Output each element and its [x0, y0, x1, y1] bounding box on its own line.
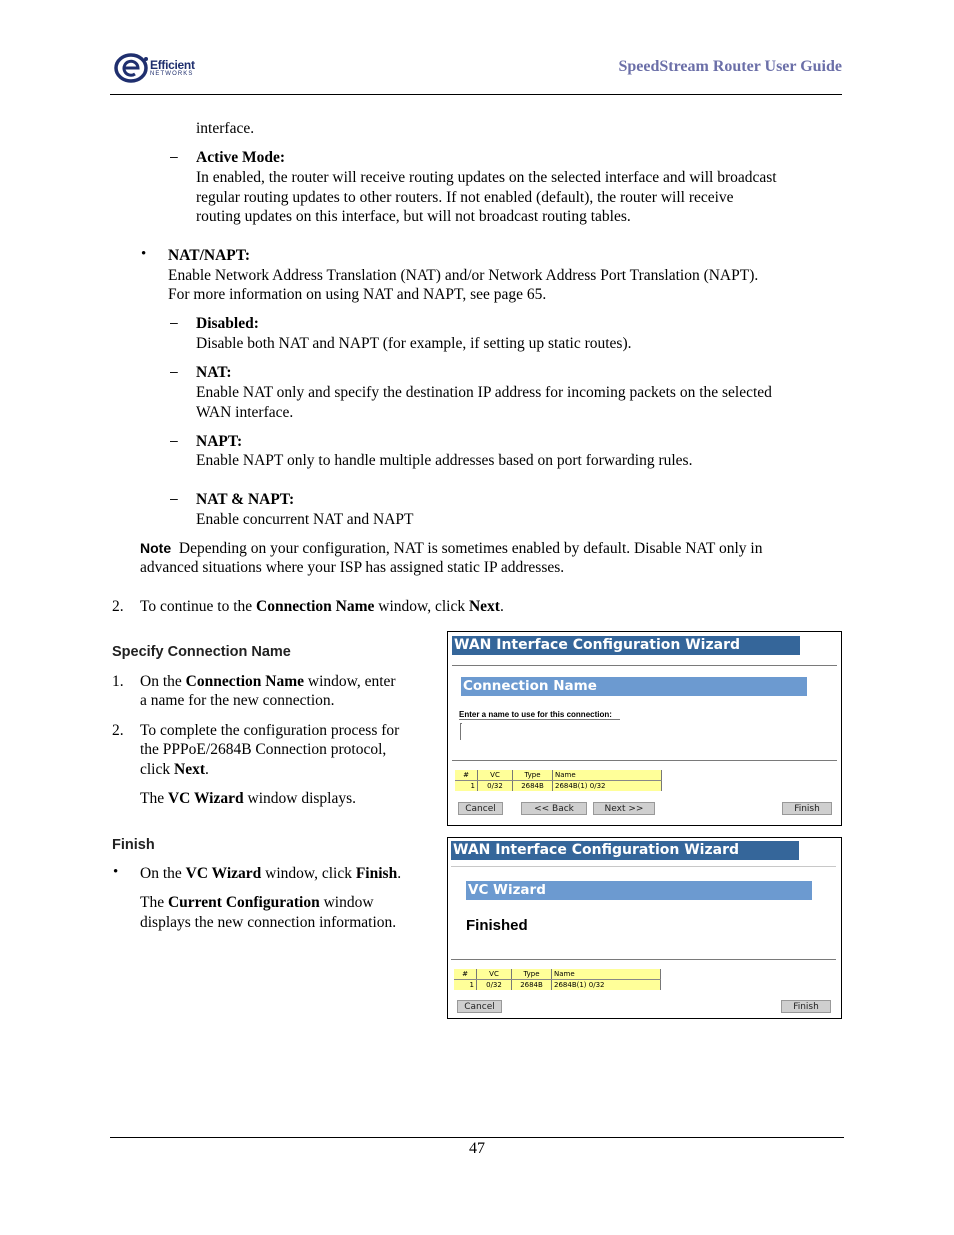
disabled-text: Disable both NAT and NAPT (for example, if setting up static routes).: [196, 335, 632, 352]
step-number: 2.: [112, 722, 124, 739]
napt-text: Enable NAPT only to handle multiple addresses based on port forwarding rules.: [196, 452, 693, 469]
napt-label: NAPT:: [196, 433, 243, 450]
vc-displays-bold: VC Wizard: [167, 790, 244, 807]
dash-marker: –: [170, 432, 178, 448]
vc-displays-text: [140, 789, 356, 809]
dash-marker: –: [170, 490, 178, 506]
step-number: 1.: [112, 673, 124, 690]
connection-name-input[interactable]: [460, 723, 462, 740]
connection-name-prompt: Enter a name to use for this connection:: [459, 710, 620, 720]
current-config-bold: Current Configuration: [167, 894, 320, 911]
finished-label: Finished: [466, 917, 528, 934]
footer-rule: [110, 1137, 844, 1138]
step2-text: [140, 597, 504, 617]
finish-bullet-mid: window, click: [261, 865, 356, 882]
active-mode-line1: In enabled, the router will receive routing updates on the selected interface and will broadcast: [196, 169, 777, 186]
finish-bullet-bold-finish: Finish: [355, 865, 398, 882]
specify-step2-line3-bold: Next: [174, 761, 205, 778]
table-header: #: [454, 969, 477, 980]
table-header: Name: [553, 770, 662, 781]
logo-subtitle: NETWORKS: [150, 71, 194, 77]
table-header: VC: [478, 770, 513, 781]
table-cell: 1: [454, 980, 477, 991]
bullet-marker: •: [141, 246, 147, 262]
step2-pre: To continue to the: [140, 598, 257, 615]
nat-label: NAT:: [196, 364, 232, 381]
dash-marker: –: [170, 363, 178, 379]
page-number: 47: [469, 1140, 485, 1157]
current-config-line2: displays the new connection information.: [140, 914, 397, 931]
active-mode-line3: routing updates on this interface, but will not broadcast routing tables.: [196, 208, 631, 225]
active-mode-line2: regular routing updates to other routers. If not enabled (default), the router will receive: [196, 189, 734, 206]
back-button[interactable]: << Back: [521, 802, 587, 815]
divider: [451, 866, 836, 867]
dash-marker: –: [170, 148, 178, 164]
logo-wordmark: Efficient: [150, 58, 195, 72]
next-button[interactable]: Next >>: [593, 802, 655, 815]
specify-step1-pre: On the: [140, 673, 186, 690]
table-cell: 2684B(1) 0/32: [553, 781, 662, 792]
vc-wizard-screenshot: [447, 837, 842, 1019]
cancel-button[interactable]: Cancel: [458, 802, 503, 815]
bullet-marker: •: [113, 864, 119, 880]
table-cell: 2684B(1) 0/32: [552, 980, 661, 991]
finish-bullet-post: .: [397, 865, 402, 882]
step2-bold-connection-name: Connection Name: [256, 598, 375, 615]
vc-table: [454, 969, 661, 990]
connection-name-wizard-screenshot: [447, 631, 842, 826]
note-line1: Depending on your configuration, NAT is sometimes enabled by default. Disable NAT only in: [178, 540, 763, 557]
table-cell: 0/32: [478, 781, 513, 792]
vc-displays-pre: The: [140, 790, 168, 807]
nat-napt-line1: Enable Network Address Translation (NAT) and/or Network Address Port Translation (NAPT).: [168, 267, 759, 284]
dash-marker: –: [170, 314, 178, 330]
wizard-title-bar: WAN Interface Configuration Wizard: [452, 636, 800, 655]
nat-and-napt-label: NAT & NAPT:: [196, 491, 295, 508]
step2-mid: window, click: [374, 598, 469, 615]
note-label: Note: [140, 540, 172, 556]
current-config-pre: The: [140, 894, 168, 911]
cancel-button[interactable]: Cancel: [457, 1000, 502, 1013]
table-cell: 2684B: [512, 980, 552, 991]
nat-napt-label: NAT/NAPT:: [168, 247, 251, 264]
table-header: VC: [477, 969, 512, 980]
guide-title: SpeedStream Router User Guide: [618, 58, 842, 75]
specify-step2-line3-pre: click: [140, 761, 174, 778]
specify-step2-line3-post: .: [205, 761, 209, 778]
specify-step2-line3: [140, 760, 209, 780]
nat-line2: WAN interface.: [196, 404, 294, 421]
table-cell: 0/32: [477, 980, 512, 991]
specify-step2-line2: the PPPoE/2684B Connection protocol,: [140, 741, 387, 758]
note-line2: advanced situations where your ISP has assigned static IP addresses.: [140, 559, 565, 576]
header-rule: [110, 94, 842, 95]
divider: [452, 760, 837, 761]
specify-step1-post: window, enter: [304, 673, 396, 690]
connection-name-subtitle: Connection Name: [461, 677, 807, 696]
finish-bullet-bold-vc: VC Wizard: [185, 865, 262, 882]
table-header: Name: [552, 969, 661, 980]
efficient-logo-icon: [113, 52, 153, 84]
current-config-line1: [140, 893, 374, 913]
vc-displays-post: window displays.: [243, 790, 356, 807]
finish-heading: Finish: [112, 837, 155, 853]
vc-wizard-subtitle: VC Wizard: [466, 881, 812, 900]
specify-step2-line1: To complete the configuration process for: [140, 722, 400, 739]
interface-tail: interface.: [196, 120, 255, 137]
finish-bullet-pre: On the: [140, 865, 186, 882]
vc-table: [455, 770, 662, 791]
finish-button[interactable]: Finish: [781, 1000, 831, 1013]
table-header: Type: [513, 770, 553, 781]
wizard-title-bar: WAN Interface Configuration Wizard: [451, 841, 799, 860]
note-paragraph: [140, 539, 762, 559]
specify-step1-line1: [140, 672, 396, 692]
step2-post: .: [499, 598, 504, 615]
specify-step1-bold: Connection Name: [185, 673, 305, 690]
nat-line1: Enable NAT only and specify the destination IP address for incoming packets on the selected: [196, 384, 772, 401]
step-number: 2.: [112, 598, 124, 615]
specify-step1-line2: a name for the new connection.: [140, 692, 335, 709]
step2-bold-next: Next: [468, 598, 500, 615]
specify-connection-heading: Specify Connection Name: [112, 644, 291, 660]
table-cell: 2684B: [513, 781, 553, 792]
nat-and-napt-text: Enable concurrent NAT and NAPT: [196, 511, 414, 528]
table-header: Type: [512, 969, 552, 980]
divider: [452, 665, 837, 666]
nat-napt-line2: For more information on using NAT and NAPT, see page 65.: [168, 286, 547, 303]
disabled-label: Disabled:: [196, 315, 259, 332]
divider: [451, 959, 836, 960]
table-cell: 1: [455, 781, 478, 792]
current-config-post: window: [319, 894, 374, 911]
finish-button[interactable]: Finish: [782, 802, 832, 815]
finish-bullet-text: [140, 864, 401, 884]
active-mode-label: Active Mode:: [196, 149, 286, 166]
table-header: #: [455, 770, 478, 781]
